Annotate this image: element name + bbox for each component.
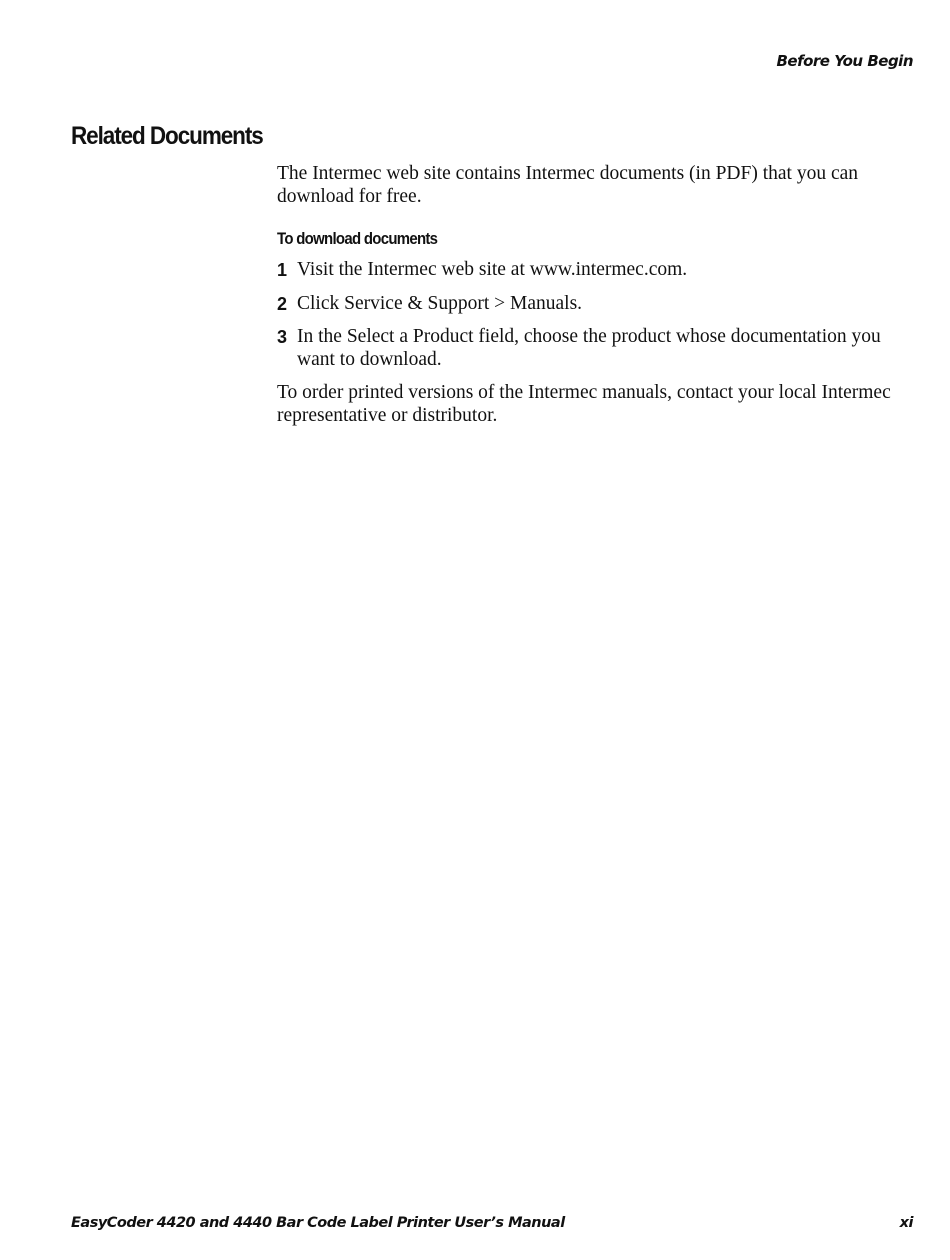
- intro-paragraph: The Intermec web site contains Intermec documents (in PDF) that you can download for free.: [277, 163, 859, 207]
- step-text: Visit the Intermec web site at www.intermec.com.: [297, 259, 688, 280]
- step-item: [277, 293, 917, 316]
- step-number: 2: [277, 293, 288, 314]
- step-text: In the Select a Product field, choose the product whose documentation you want to download.: [297, 326, 881, 370]
- running-header: Before You Begin: [776, 52, 913, 70]
- step-item: [277, 259, 917, 282]
- footer-manual-title: EasyCoder 4420 and 4440 Bar Code Label Printer User’s Manual: [71, 1215, 565, 1231]
- page-footer: [71, 1215, 913, 1231]
- step-item: [277, 326, 917, 371]
- section-body: [277, 163, 917, 427]
- closing-paragraph: To order printed versions of the Intermec manuals, contact your local Intermec representative or distributor.: [277, 382, 891, 426]
- section-title: Related Documents: [71, 122, 263, 150]
- step-number: 3: [277, 327, 288, 347]
- procedure-heading: To download documents: [277, 229, 438, 248]
- step-number: 1: [277, 260, 288, 280]
- page-number: xi: [899, 1215, 913, 1231]
- steps-list: [277, 259, 917, 371]
- step-text: Click Service & Support > Manuals.: [297, 292, 583, 314]
